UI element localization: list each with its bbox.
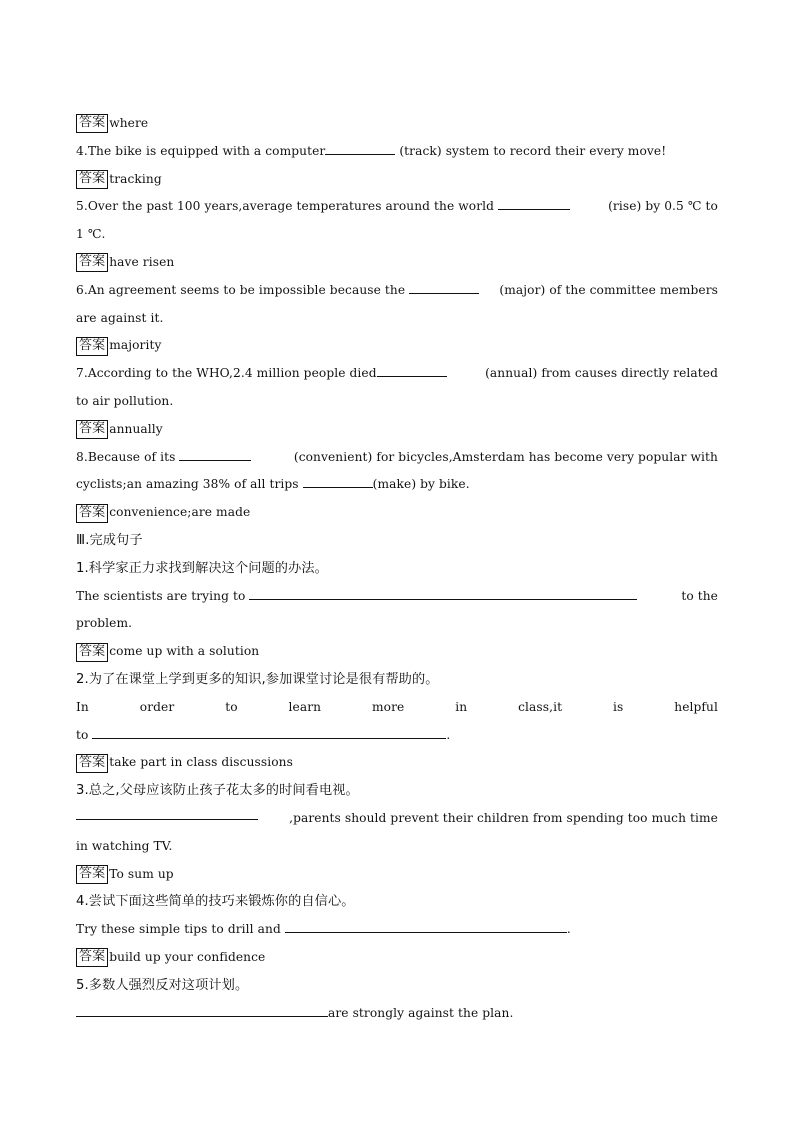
answer-text: To sum up bbox=[109, 866, 174, 881]
answer-text: tracking bbox=[109, 171, 162, 186]
answer-6 bbox=[76, 332, 718, 360]
sentence-text: . bbox=[566, 922, 571, 937]
sentence-text: are strongly against the plan. bbox=[328, 1005, 514, 1020]
question-text: 5.Over the past 100 years,average temperatures around the world bbox=[76, 199, 499, 214]
word: In bbox=[76, 699, 89, 714]
question-text: (annual) from causes directly related bbox=[485, 366, 718, 381]
question-text: cyclists;an amazing 38% of all trips bbox=[76, 477, 303, 492]
question-text: (track) system to record their every move! bbox=[395, 143, 667, 158]
answer-blank[interactable] bbox=[377, 362, 447, 377]
sentence-4-english bbox=[76, 916, 718, 944]
answer-blank[interactable] bbox=[76, 1002, 328, 1017]
sentence-5-english bbox=[76, 1000, 718, 1028]
answer-s3 bbox=[76, 861, 718, 889]
sentence-2-english-line2 bbox=[76, 722, 718, 750]
sentence-3-english bbox=[76, 805, 718, 833]
answer-text: come up with a solution bbox=[109, 644, 260, 659]
question-text: 7.According to the WHO,2.4 million people died bbox=[76, 366, 377, 381]
answer-badge: 答案 bbox=[76, 865, 108, 884]
sentence-text: to bbox=[76, 727, 93, 742]
answer-text: annually bbox=[109, 421, 163, 436]
answer-blank[interactable] bbox=[303, 473, 373, 488]
question-text: (make) by bike. bbox=[372, 477, 470, 492]
sentence-text: to the bbox=[681, 588, 718, 603]
document-page bbox=[76, 110, 718, 1027]
answer-text: take part in class discussions bbox=[109, 755, 293, 770]
question-text: (rise) by 0.5 ℃ to bbox=[608, 199, 718, 214]
question-4 bbox=[76, 138, 718, 166]
answer-badge: 答案 bbox=[76, 420, 108, 439]
question-text: (major) of the committee members bbox=[499, 282, 718, 297]
question-7 bbox=[76, 360, 718, 388]
question-text: 4.The bike is equipped with a computer bbox=[76, 143, 326, 158]
sentence-text: The scientists are trying to bbox=[76, 588, 250, 603]
sentence-2-english bbox=[76, 694, 718, 722]
question-text: 8.Because of its bbox=[76, 449, 180, 464]
question-8 bbox=[76, 444, 718, 472]
answer-s1 bbox=[76, 638, 718, 666]
question-6 bbox=[76, 277, 718, 305]
question-6-line2: are against it. bbox=[76, 310, 164, 325]
answer-s4 bbox=[76, 944, 718, 972]
sentence-1-english bbox=[76, 583, 718, 611]
word: learn bbox=[288, 699, 322, 714]
answer-text: have risen bbox=[109, 254, 175, 269]
sentence-text: Try these simple tips to drill and bbox=[76, 922, 285, 937]
answer-badge: 答案 bbox=[76, 337, 108, 356]
answer-7 bbox=[76, 416, 718, 444]
question-7-line2: to air pollution. bbox=[76, 393, 174, 408]
sentence-text: ,parents should prevent their children from spending too much time bbox=[289, 810, 718, 825]
answer-badge: 答案 bbox=[76, 253, 108, 272]
sentence-3-chinese: 3.总之,父母应该防止孩子花太多的时间看电视。 bbox=[76, 783, 359, 799]
answer-3 bbox=[76, 110, 718, 138]
sentence-1-chinese: 1.科学家正力求找到解决这个问题的办法。 bbox=[76, 560, 328, 576]
word: class,it bbox=[518, 699, 563, 714]
word: helpful bbox=[674, 699, 718, 714]
sentence-2-chinese: 2.为了在课堂上学到更多的知识,参加课堂讨论是很有帮助的。 bbox=[76, 671, 439, 687]
answer-badge: 答案 bbox=[76, 754, 108, 773]
answer-badge: 答案 bbox=[76, 114, 108, 133]
answer-blank[interactable] bbox=[76, 805, 258, 820]
word: in bbox=[455, 699, 468, 714]
answer-blank[interactable] bbox=[92, 724, 446, 739]
answer-5 bbox=[76, 249, 718, 277]
section-heading: Ⅲ.完成句子 bbox=[76, 532, 143, 548]
answer-4 bbox=[76, 166, 718, 194]
answer-blank[interactable] bbox=[325, 140, 395, 155]
answer-blank[interactable] bbox=[285, 918, 567, 933]
question-5 bbox=[76, 193, 718, 221]
answer-text: majority bbox=[109, 338, 162, 353]
question-5-line2: 1 ℃. bbox=[76, 227, 106, 242]
sentence-3-english-line2: in watching TV. bbox=[76, 838, 173, 853]
answer-text: build up your confidence bbox=[109, 949, 266, 964]
word: more bbox=[372, 699, 405, 714]
answer-blank[interactable] bbox=[409, 279, 479, 294]
answer-blank[interactable] bbox=[249, 585, 637, 600]
word: order bbox=[139, 699, 175, 714]
word: to bbox=[225, 699, 238, 714]
answer-badge: 答案 bbox=[76, 643, 108, 662]
answer-8 bbox=[76, 499, 718, 527]
question-text: (convenient) for bicycles,Amsterdam has become very popular with bbox=[293, 449, 718, 464]
sentence-text: . bbox=[446, 727, 451, 742]
question-8-line2 bbox=[76, 471, 718, 499]
answer-s2 bbox=[76, 749, 718, 777]
sentence-5-chinese: 5.多数人强烈反对这项计划。 bbox=[76, 977, 249, 993]
answer-blank[interactable] bbox=[179, 446, 251, 461]
question-text: 6.An agreement seems to be impossible because the bbox=[76, 282, 410, 297]
sentence-4-chinese: 4.尝试下面这些简单的技巧来锻炼你的自信心。 bbox=[76, 894, 355, 910]
answer-blank[interactable] bbox=[498, 195, 570, 210]
word: is bbox=[613, 699, 624, 714]
answer-badge: 答案 bbox=[76, 170, 108, 189]
answer-text: where bbox=[109, 116, 149, 130]
sentence-1-english-line2: problem. bbox=[76, 616, 133, 631]
answer-text: convenience;are made bbox=[109, 505, 251, 520]
answer-badge: 答案 bbox=[76, 504, 108, 523]
answer-badge: 答案 bbox=[76, 948, 108, 967]
